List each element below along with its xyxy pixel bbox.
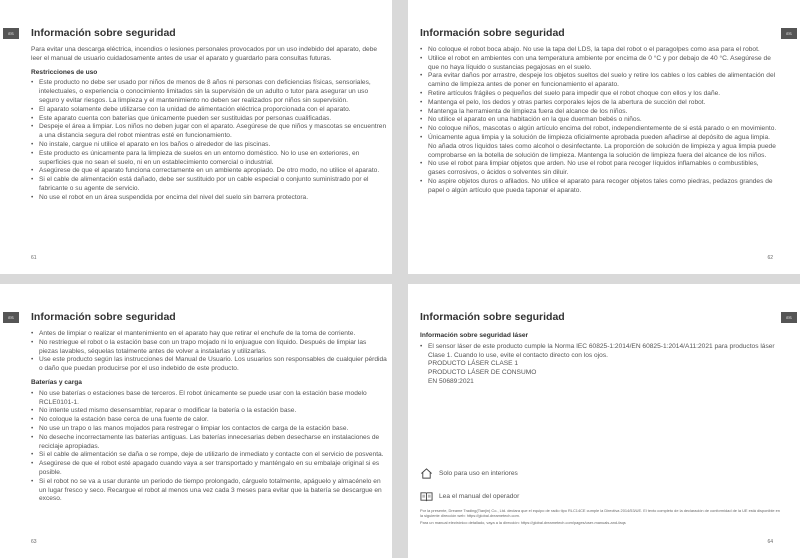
laser-line: PRODUCTO LÁSER DE CONSUMO bbox=[428, 369, 537, 377]
list-item: • No use el robot para limpiar objetos que arden. No use el robot para recoger líquidos inflamables o combustibles, gases corrosivos, o ácidos o solventes sin diluir. bbox=[420, 160, 778, 178]
manual-page-63 bbox=[0, 284, 392, 558]
list-item: • Asegúrese de que el robot esté apagado cuando vaya a ser transportado y manténgalo en su embalaje original si es posible. bbox=[31, 460, 387, 478]
list-item: • No aspire objetos duros o afilados. No utilice el aparato para recoger objetos tales como piedras, pedazos grandes de papel o algún artículo que pueda taponar el aparato. bbox=[420, 178, 778, 196]
page-number: 64 bbox=[767, 539, 773, 545]
list-item: • Si el robot no se va a usar durante un periodo de tiempo prolongado, cárguelo totalmente, apáguelo y almacénelo en un lugar fresco y seco. Recargue el robot al menos una vez cada 3 meses para evitar que la batería se descargue en exceso. bbox=[31, 478, 387, 504]
section-subtitle: Información sobre seguridad láser bbox=[420, 332, 529, 339]
bullet-list bbox=[31, 79, 387, 202]
list-item: • Este producto es únicamente para la limpieza de suelos en un entorno doméstico. No lo use en exteriores, en superficies que no sean el suelo, ni en un establecimiento comercial o industrial. bbox=[31, 150, 387, 168]
list-item: • Despeje el área a limpiar. Los niños no deben jugar con el aparato. Asegúrese de que niños y mascotas se encuentren a una distancia segura del robot mientras esté en funcionamiento. bbox=[31, 123, 387, 141]
list-item: • No use baterías o estaciones base de terceros. El robot únicamente se puede usar con la estación base modelo RCLE0101-1. bbox=[31, 390, 387, 408]
read-manual-label: Lea el manual del operador bbox=[439, 492, 520, 500]
indoor-use-row bbox=[420, 466, 519, 480]
manual-page-61 bbox=[0, 0, 392, 274]
symbol-legend bbox=[420, 466, 519, 512]
page-content bbox=[31, 46, 387, 208]
bullet-list bbox=[420, 46, 778, 196]
language-tab: ES bbox=[781, 28, 797, 39]
laser-class-lines bbox=[420, 360, 776, 386]
laser-line: PRODUCTO LÁSER CLASE 1 bbox=[428, 360, 519, 368]
read-manual-row bbox=[420, 489, 519, 503]
list-item: • Retire artículos frágiles o pequeños del suelo para impedir que el robot choque con ellos y los dañe. bbox=[420, 90, 778, 99]
page-content bbox=[420, 330, 776, 387]
list-item: • No instale, cargue ni utilice el aparato en los baños o alrededor de las piscinas. bbox=[31, 141, 387, 150]
battery-bullet-list bbox=[31, 390, 387, 504]
list-item: • Este producto no debe ser usado por niños de menos de 8 años ni personas con deficiencias físicas, sensoriales, intelectuales, o experiencia o conocimiento limitados sin la supervisión de un adulto o tutor para asegurar un uso seguro y evitar riesgos. La limpieza y el mantenimiento no deben ser realizados por niños sin supervisión. bbox=[31, 79, 387, 105]
declaration-note: Por la presente, Dreame Trading(Tianjin) Co., Ltd. declara que el equipo de radio tipo RLC14CE cumple la Directiva 2014/53/UE. El texto completo de la declaración de conformidad de la UE está disponible en la siguiente dirección web: https://global.dreametech.com. bbox=[420, 508, 780, 519]
list-item: • No coloque el robot boca abajo. No use la tapa del LDS, la tapa del robot o el paragolpes como asa para el robot. bbox=[420, 46, 778, 55]
page-title: Información sobre seguridad bbox=[420, 311, 565, 323]
bullet-list bbox=[31, 330, 387, 374]
list-item: • Para evitar daños por arrastre, despeje los objetos sueltos del suelo y retire los cables o los cables de alimentación del camino de limpieza antes de poner en funcionamiento el aparato. bbox=[420, 72, 778, 90]
language-tab: ES bbox=[3, 312, 19, 323]
list-item: • Si el cable de alimentación está dañado, debe ser sustituido por un cable especial o conjunto suministrado por el fabricante o su agente de servicio. bbox=[31, 176, 387, 194]
manual-link-note: Para un manual electrónico detallado, vaya a la dirección: https://global.dreametech.com/pages/user-manuals-and-faqs bbox=[420, 519, 626, 525]
list-item: • Si el cable de alimentación se daña o se rompe, deje de utilizarlo de inmediato y contacte con el servicio de posventa. bbox=[31, 451, 387, 460]
intro-paragraph: Para evitar una descarga eléctrica, incendios o lesiones personales provocados por un uso indebido del aparato, debe leer el manual de usuario cuidadosamente antes de usar el aparato y guardarlo para consultas futuras. bbox=[31, 46, 378, 62]
list-item: • No deseche incorrectamente las baterías antiguas. Las baterías innecesarias deben desecharse en instalaciones de reciclaje apropiadas. bbox=[31, 434, 387, 452]
page-title: Información sobre seguridad bbox=[31, 311, 176, 323]
language-tab: ES bbox=[3, 28, 19, 39]
list-item: • No utilice el aparato en una habitación en la que duerman bebés o niños. bbox=[420, 116, 778, 125]
page-content bbox=[31, 330, 387, 509]
compliance-notes bbox=[420, 508, 780, 526]
list-item: • Mantenga el pelo, los dedos y otras partes corporales lejos de la abertura de succión del robot. bbox=[420, 99, 778, 108]
list-item: • No coloque la estación base cerca de una fuente de calor. bbox=[31, 416, 387, 425]
page-title: Información sobre seguridad bbox=[420, 27, 565, 39]
list-item: • Este aparato cuenta con baterías que únicamente pueden ser sustituidas por personas cualificadas. bbox=[31, 115, 387, 124]
section-subtitle: Baterías y carga bbox=[31, 378, 82, 386]
manual-page-64 bbox=[408, 284, 800, 558]
language-tab: ES bbox=[781, 312, 797, 323]
page-number: 63 bbox=[31, 539, 37, 545]
list-item: • El sensor láser de este producto cumple la Norma IEC 60825-1:2014/EN 60825-1:2014/A11:2021 para productos láser Clase 1. Cuando lo use, evite el contacto directo con los ojos. bbox=[420, 343, 776, 361]
page-title: Información sobre seguridad bbox=[31, 27, 176, 39]
list-item: • No use un trapo o las manos mojados para restregar o limpiar los contactos de carga de la estación base. bbox=[31, 425, 387, 434]
indoor-use-label: Solo para uso en interiores bbox=[439, 469, 518, 477]
list-item: • El aparato solamente debe utilizarse con la unidad de alimentación eléctrica proporcionada con el aparato. bbox=[31, 106, 387, 115]
list-item: • Mantenga la herramienta de limpieza fuera del alcance de los niños. bbox=[420, 108, 778, 117]
open-book-icon bbox=[420, 490, 433, 503]
list-item: • Asegúrese de que el aparato funciona correctamente en un ambiente apropiado. De otro modo, no utilice el aparato. bbox=[31, 167, 387, 176]
list-item: • Únicamente agua limpia y la solución de limpieza oficialmente aprobada pueden añadirse al depósito de agua limpia. No añada otros líquidos tales como alcohol o desinfectante. La proporción de solución de limpieza y agua limpia puede comprobarse en la botella de solución de limpieza. Mantenga la solución de limpieza fuera del alcance de los niños. bbox=[420, 134, 778, 160]
page-number: 62 bbox=[767, 255, 773, 261]
manual-page-62 bbox=[408, 0, 800, 274]
list-item: • No use el robot en un área suspendida por encima del nivel del suelo sin barrera protectora. bbox=[31, 194, 387, 203]
page-content bbox=[420, 46, 778, 201]
house-icon bbox=[420, 467, 433, 480]
laser-line: EN 50689:2021 bbox=[428, 377, 474, 385]
list-item: • Use este producto según las instrucciones del Manual de Usuario. Los usuarios son responsables de cualquier pérdida o daño que puedan producirse por el uso indebido de este producto. bbox=[31, 356, 387, 374]
list-item: • Utilice el robot en ambientes con una temperatura ambiente por encima de 0 °C y por debajo de 40 °C. Asegúrese de que no haya líquido o sustancias pegajosas en el suelo. bbox=[420, 55, 778, 73]
list-item: • Antes de limpiar o realizar el mantenimiento en el aparato hay que retirar el enchufe de la toma de corriente. bbox=[31, 330, 387, 339]
list-item: • No intente usted mismo desensamblar, reparar o modificar la batería o la estación base. bbox=[31, 407, 387, 416]
bullet-list bbox=[420, 343, 776, 361]
list-item: • No restriegue el robot o la estación base con un trapo mojado ni lo enjuague con líquido. Después de limpiar las piezas lavables, séquelas totalmente antes de volver a instalarlas y utilizarlas. bbox=[31, 339, 387, 357]
page-number: 61 bbox=[31, 255, 37, 261]
section-subtitle: Restricciones de uso bbox=[31, 68, 98, 76]
list-item: • No coloque niños, mascotas o algún artículo encima del robot, independientemente de si está parado o en movimiento. bbox=[420, 125, 778, 134]
